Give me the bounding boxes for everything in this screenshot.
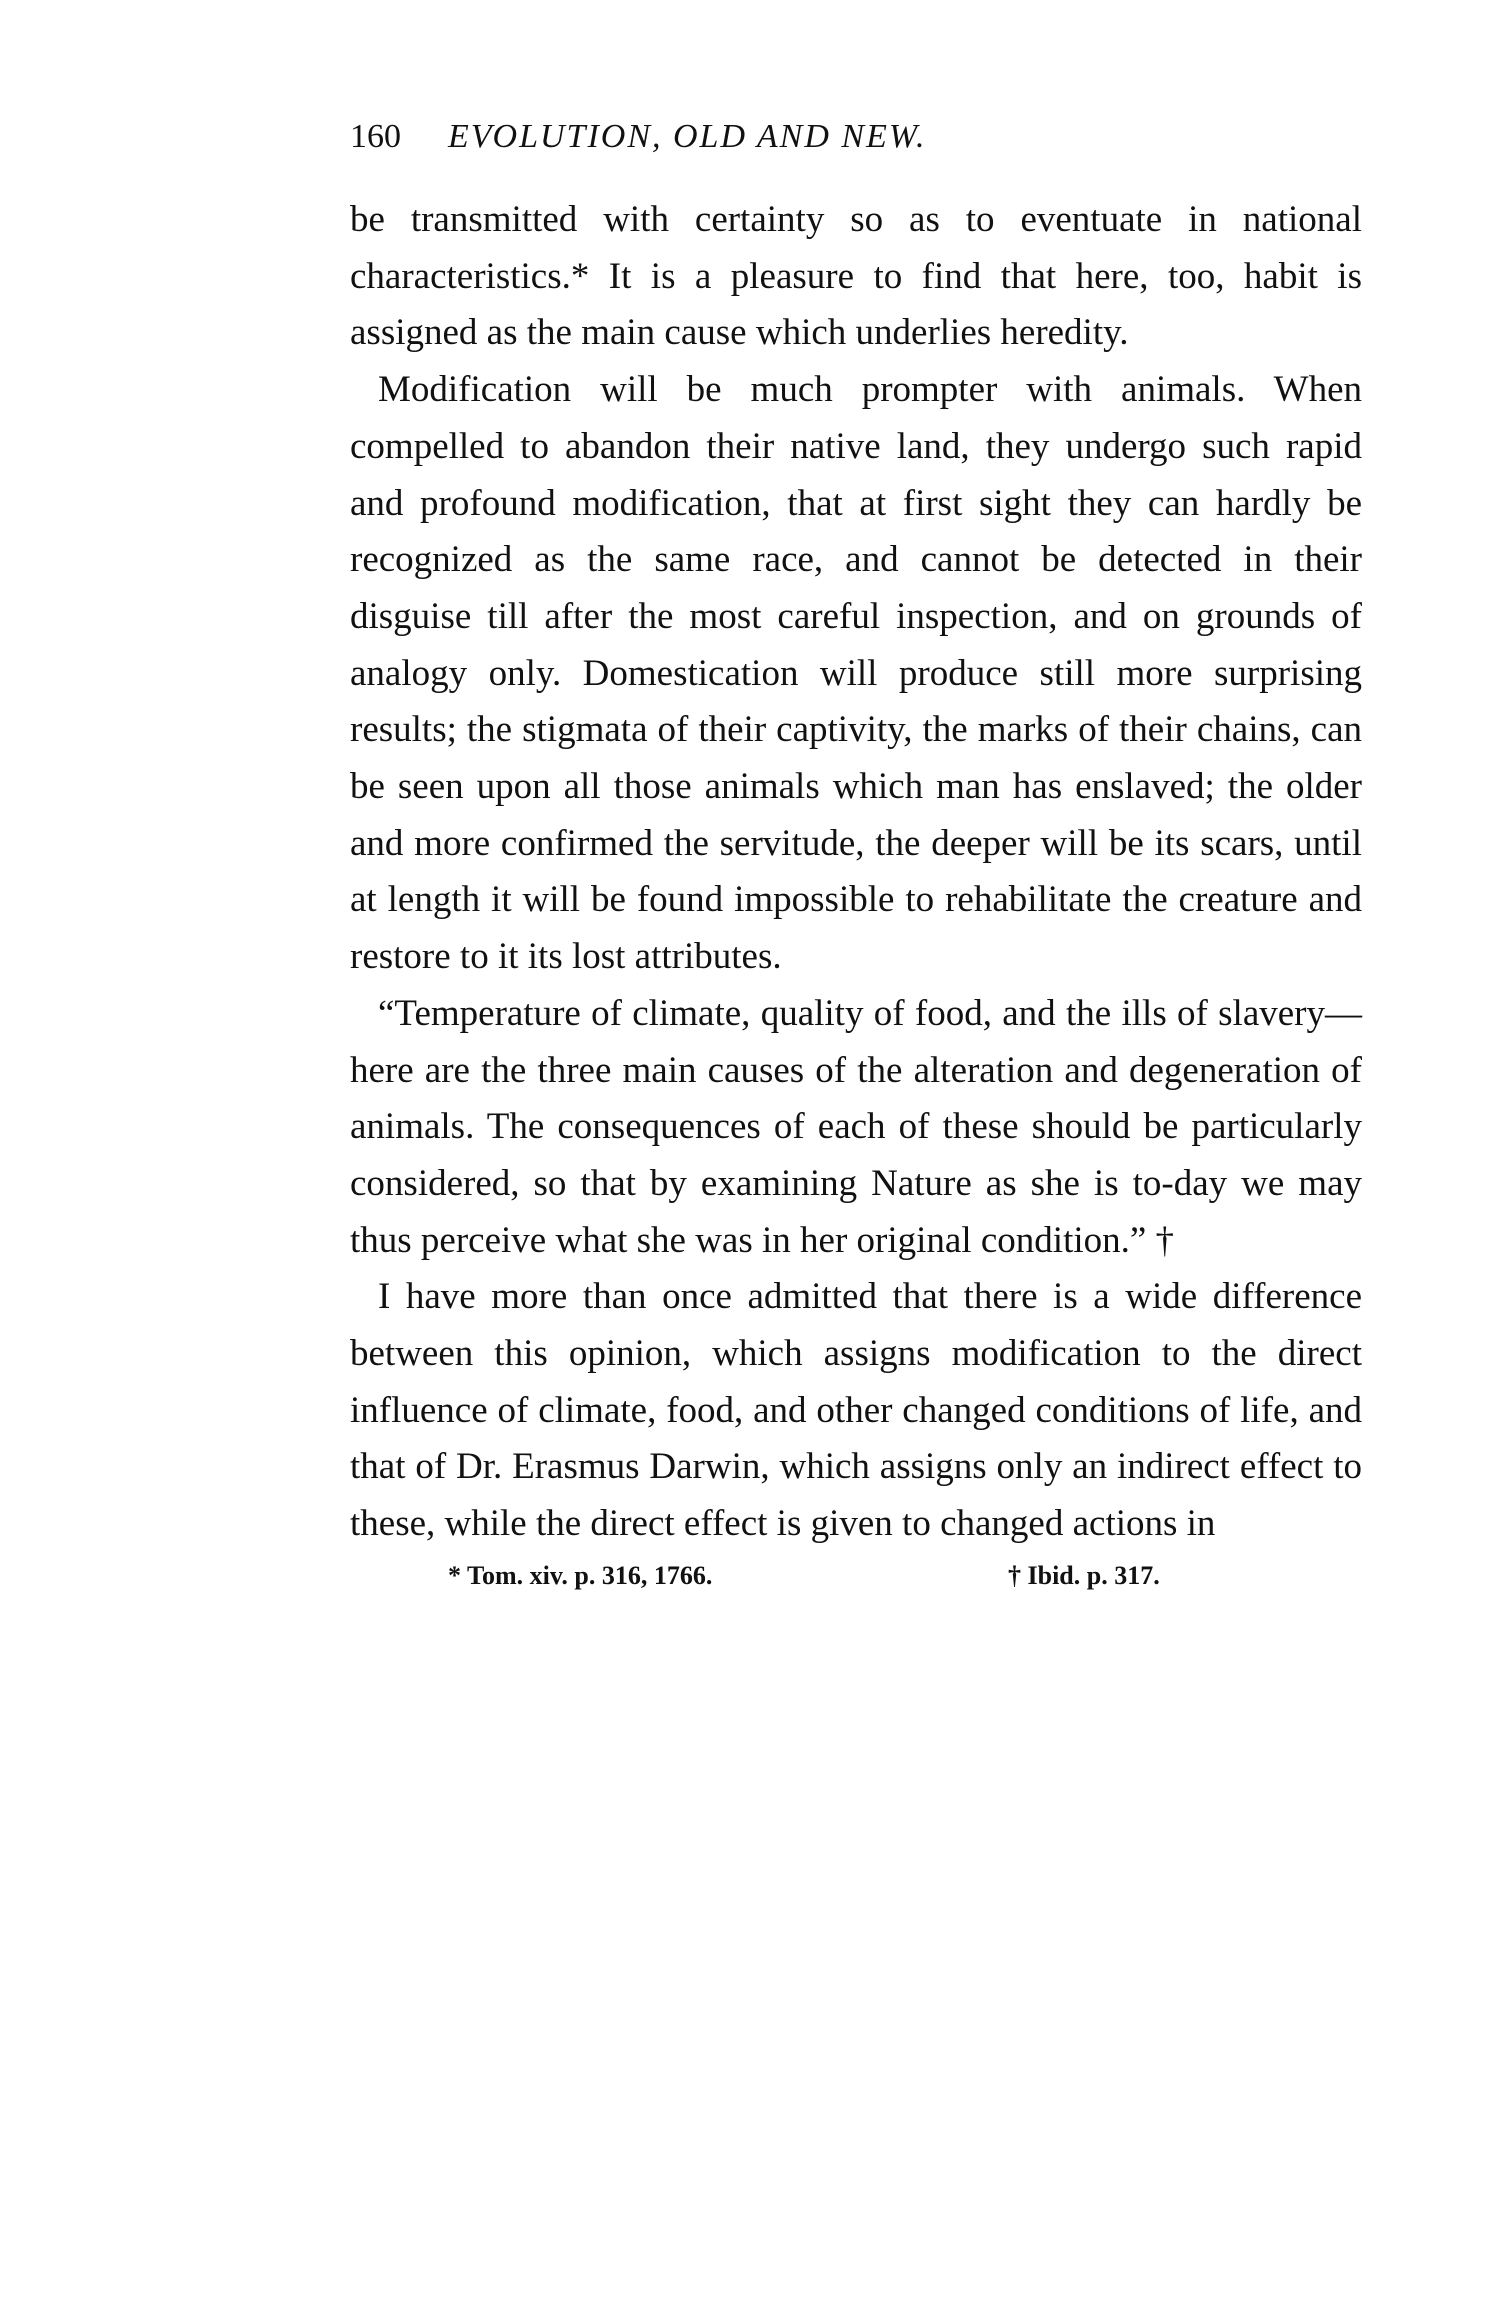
paragraph: “Temperature of climate, quality of food, and the ills of slavery—here are the three main causes of the alteration and degeneration of animals. The consequences of each of these should be particularly considered, so that by examining Nature as she is to-day we may thus perceive what she was in her original condition.” † xyxy=(350,992,1362,1261)
page-header xyxy=(350,118,1362,178)
footnotes xyxy=(350,1561,1362,1591)
paragraph: I have more than once admitted that there is a wide difference between this opinion, which assigns modification to the direct influence of climate, food, and other changed conditions of life, and that of Dr. Erasmus Darwin, which assigns only an indirect effect to these, while the direct effect is given to changed actions in xyxy=(350,1276,1362,1545)
book-page xyxy=(350,118,1362,1591)
page-number: 160 xyxy=(350,118,401,155)
paragraph: Modification will be much prompter with animals. When compelled to abandon their native land, they undergo such rapid and profound modification, that at first sight they can hardly be recognized as the same race, and cannot be detected in their disguise till after the most careful inspection, and on grounds of analogy only. Domestication will produce still more surprising results; the stigmata of their captivity, the marks of their chains, can be seen upon all those animals which man has enslaved; the older and more confirmed the servitude, the deeper will be its scars, until at length it will be found impossible to rehabilitate the creature and restore to it its lost attributes. xyxy=(350,369,1362,978)
running-title: EVOLUTION, OLD AND NEW. xyxy=(448,118,927,155)
body-text xyxy=(350,192,1362,1553)
footnote: † Ibid. p. 317. xyxy=(1008,1560,1160,1590)
footnote: * Tom. xiv. p. 316, 1766. xyxy=(448,1560,713,1590)
paragraph: be transmitted with certainty so as to eventuate in national characteristics.* It is a pleasure to find that here, too, habit is assigned as the main cause which underlies heredity. xyxy=(350,199,1362,354)
